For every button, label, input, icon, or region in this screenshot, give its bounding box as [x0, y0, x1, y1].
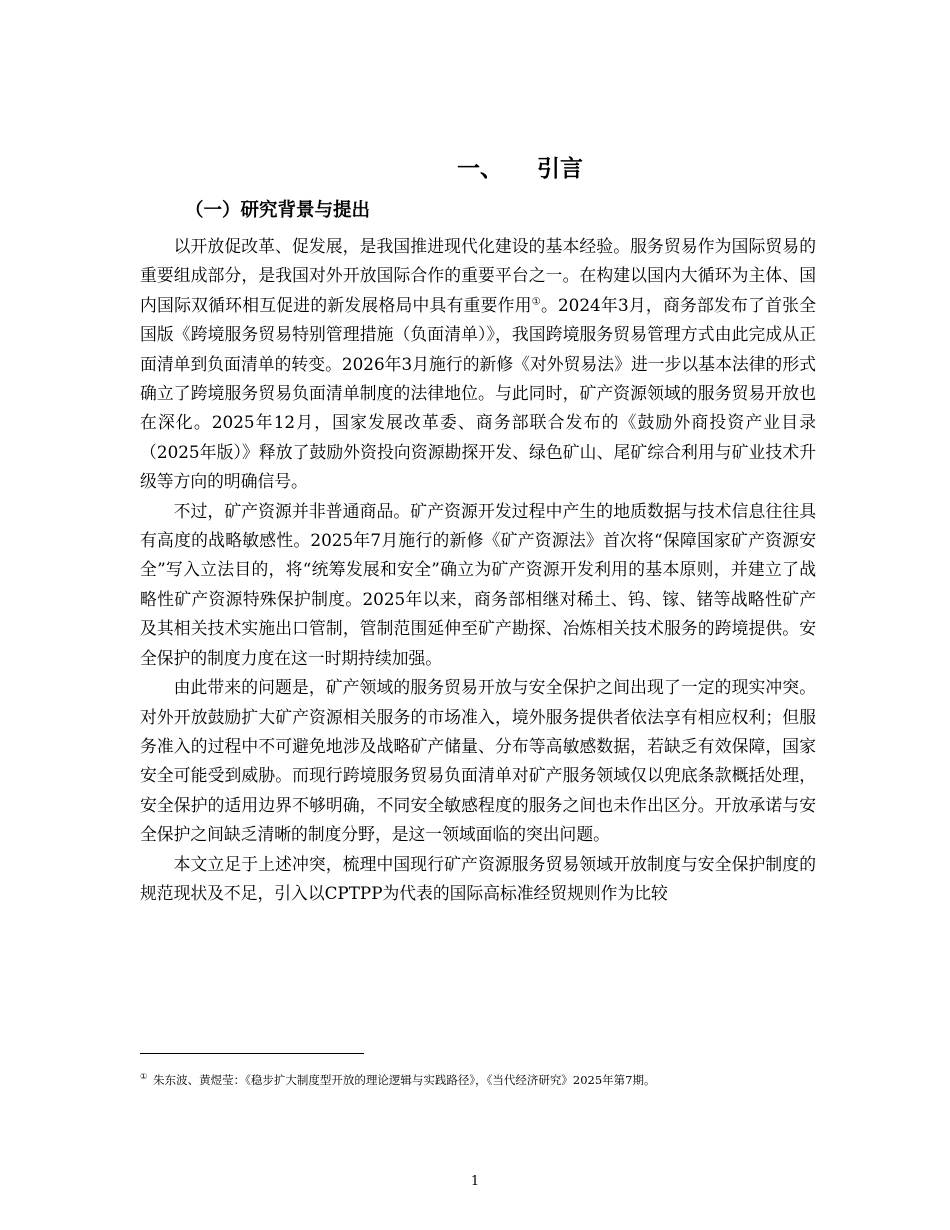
- footnote-mark: ①: [140, 1072, 148, 1081]
- body-text: [140, 232, 816, 908]
- paragraph-1-text-b: 。2024年3月，商务部发布了首张全国版《跨境服务贸易特别管理措施（负面清单）》，我国跨境服务贸易管理方式由此完成从正面清单到负面清单的转变。2026年3月施行的新修《对外贸易法》进一步以基本法律的形式确立了跨境服务贸易负面清单制度的法律地位。与此同时，矿产资源领域的服务贸易开放也在深化。2025年12月，国家发展改革委、商务部联合发布的《鼓励外商投资产业目录（2025年版）》释放了鼓励外资投向资源勘探开发、绿色矿山、尾矿综合利用与矿业技术升级等方向的明确信号。: [140, 294, 816, 492]
- page-number: 1: [470, 1174, 480, 1189]
- section-heading: [140, 152, 810, 186]
- paragraph-2: 不过，矿产资源并非普通商品。矿产资源开发过程中产生的地质数据与技术信息往往具有高度的战略敏感性。2025年7月施行的新修《矿产资源法》首次将“保障国家矿产资源安全”写入立法目的，将“统筹发展和安全”确立为矿产资源开发利用的基本原则，并建立了战略性矿产资源特殊保护制度。2025年以来，商务部相继对稀土、钨、镓、锗等战略性矿产及其相关技术实施出口管制，管制范围延伸至矿产勘探、冶炼相关技术服务的跨境提供。安全保护的制度力度在这一时期持续加强。: [140, 500, 816, 668]
- paragraph-1-text-a: 以开放促改革、促发展，是我国推进现代化建设的基本经验。服务贸易作为国际贸易的重要组成部分，是我国对外开放国际合作的重要平台之一。在构建以国内大循环为主体、国内国际双循环相互促进的新发展格局中具有重要作用: [140, 236, 816, 315]
- paragraph-4: 本文立足于上述冲突，梳理中国现行矿产资源服务贸易领域开放制度与安全保护制度的规范现状及不足，引入以CPTPP为代表的国际高标准经贸规则作为比较: [140, 853, 816, 903]
- footnote-divider: [140, 1053, 364, 1054]
- footnote: [140, 1068, 656, 1089]
- subsection-heading: （一）研究背景与提出: [185, 200, 371, 221]
- section-number: 一、: [457, 156, 503, 182]
- footnote-text: 朱东波、黄煜莹：《稳步扩大制度型开放的理论逻辑与实践路径》，《当代经济研究》2025年第7期。: [153, 1072, 656, 1087]
- paragraph-3: 由此带来的问题是，矿产领域的服务贸易开放与安全保护之间出现了一定的现实冲突。对外开放鼓励扩大矿产资源相关服务的市场准入，境外服务提供者依法享有相应权利；但服务准入的过程中不可避免地涉及战略矿产储量、分布等高敏感数据，若缺乏有效保障，国家安全可能受到威胁。而现行跨境服务贸易负面清单对矿产服务领域仅以兜底条款概括处理，安全保护的适用边界不够明确，不同安全敏感程度的服务之间也未作出区分。开放承诺与安全保护之间缺乏清晰的制度分野，是这一领域面临的突出问题。: [140, 677, 816, 845]
- paragraph-1: [140, 232, 816, 497]
- section-title: 引言: [537, 156, 583, 182]
- footnote-reference[interactable]: ①: [531, 296, 541, 308]
